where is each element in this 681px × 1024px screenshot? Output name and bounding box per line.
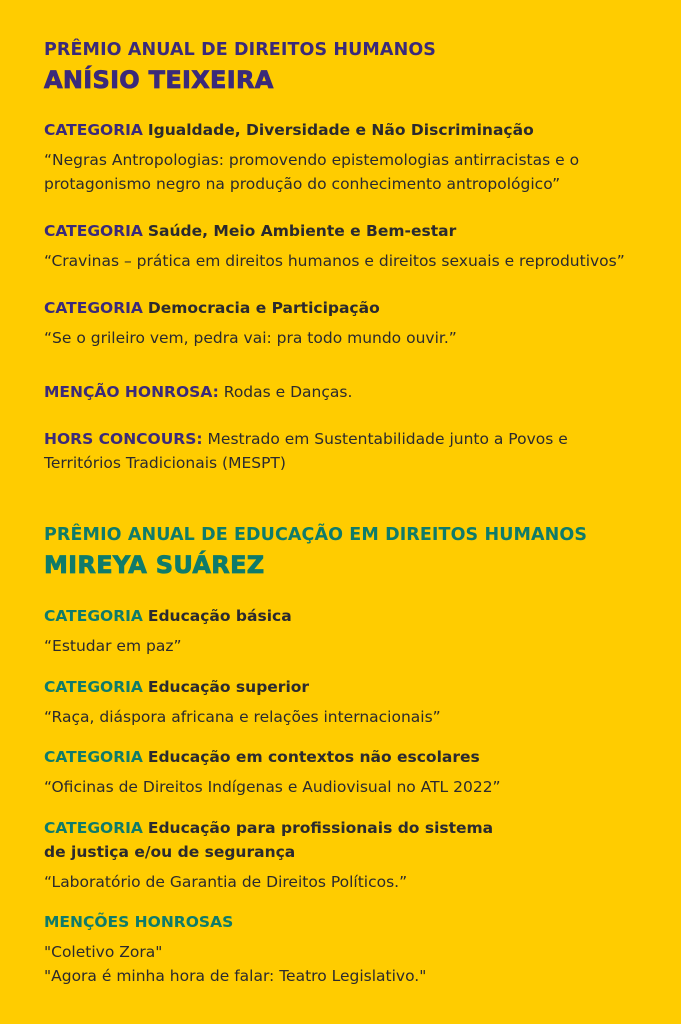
hors-concours-text: Mestrado em Sustentabilidade junto a Povos e <box>207 430 568 448</box>
category-name: Educação em contextos não escolares <box>147 748 480 766</box>
honorable-mention-label: MENÇÃO HONROSA: <box>44 383 219 401</box>
section2-category-2-quote <box>44 705 664 729</box>
honorable-mention-item: "Agora é minha hora de falar: Teatro Legislativo." <box>44 967 427 985</box>
hors-concours-text: Territórios Tradicionais (MESPT) <box>44 454 286 472</box>
section2-category-2-heading <box>44 675 664 699</box>
section1-category-2-heading <box>44 219 664 243</box>
section2-category-3-heading <box>44 745 664 769</box>
quote-line: “Laboratório de Garantia de Direitos Políticos.” <box>44 873 408 891</box>
quote-line: “Cravinas – prática em direitos humanos e direitos sexuais e reprodutivos” <box>44 252 625 270</box>
section1-category-3-heading <box>44 296 664 320</box>
section2-category-1-quote <box>44 634 664 658</box>
section1-hors-concours <box>44 427 664 475</box>
quote-line: “Raça, diáspora africana e relações internacionais” <box>44 708 441 726</box>
category-label: CATEGORIA <box>44 607 143 625</box>
section1-honorable-mention <box>44 380 664 404</box>
category-name: Educação básica <box>147 607 292 625</box>
quote-line: “Estudar em paz” <box>44 637 182 655</box>
honorable-mention-text: Rodas e Danças. <box>223 383 353 401</box>
section2-category-3-quote <box>44 775 664 799</box>
section2-category-4-heading <box>44 816 664 864</box>
section1-kicker: PRÊMIO ANUAL DE DIREITOS HUMANOS <box>44 40 437 60</box>
section2-kicker: PRÊMIO ANUAL DE EDUCAÇÃO EM DIREITOS HUMANOS <box>44 525 588 545</box>
honorable-mention-item: "Coletivo Zora" <box>44 943 163 961</box>
category-name: Igualdade, Diversidade e Não Discriminação <box>147 121 534 139</box>
category-name: Educação para profissionais do sistema <box>147 819 494 837</box>
category-label: CATEGORIA <box>44 748 143 766</box>
category-name-line2: de justiça e/ou de segurança <box>44 843 296 861</box>
category-name: Educação superior <box>147 678 310 696</box>
quote-line: “Se o grileiro vem, pedra vai: pra todo mundo ouvir.” <box>44 329 457 347</box>
quote-line: “Oficinas de Direitos Indígenas e Audiovisual no ATL 2022” <box>44 778 501 796</box>
section2-category-1-heading <box>44 604 664 628</box>
honorable-mentions-label: MENÇÕES HONROSAS <box>44 913 234 931</box>
category-label: CATEGORIA <box>44 678 143 696</box>
section1-category-1-heading <box>44 118 664 142</box>
section1-title: ANÍSIO TEIXEIRA <box>44 66 274 94</box>
quote-line: protagonismo negro na produção do conhecimento antropológico” <box>44 175 561 193</box>
quote-line: “Negras Antropologias: promovendo epistemologias antirracistas e o <box>44 151 580 169</box>
section2-honorable-mentions-heading <box>44 910 664 934</box>
section1-category-2-quote <box>44 249 664 273</box>
section2-honorable-mentions-list <box>44 940 664 988</box>
section2-title: MIREYA SUÁREZ <box>44 551 265 579</box>
section1-category-3-quote <box>44 326 664 350</box>
section2-category-4-quote <box>44 870 664 894</box>
category-label: CATEGORIA <box>44 299 143 317</box>
hors-concours-label: HORS CONCOURS: <box>44 430 203 448</box>
category-label: CATEGORIA <box>44 121 143 139</box>
category-label: CATEGORIA <box>44 819 143 837</box>
section1-category-1-quote <box>44 148 664 196</box>
category-label: CATEGORIA <box>44 222 143 240</box>
category-name: Saúde, Meio Ambiente e Bem-estar <box>147 222 457 240</box>
category-name: Democracia e Participação <box>147 299 380 317</box>
